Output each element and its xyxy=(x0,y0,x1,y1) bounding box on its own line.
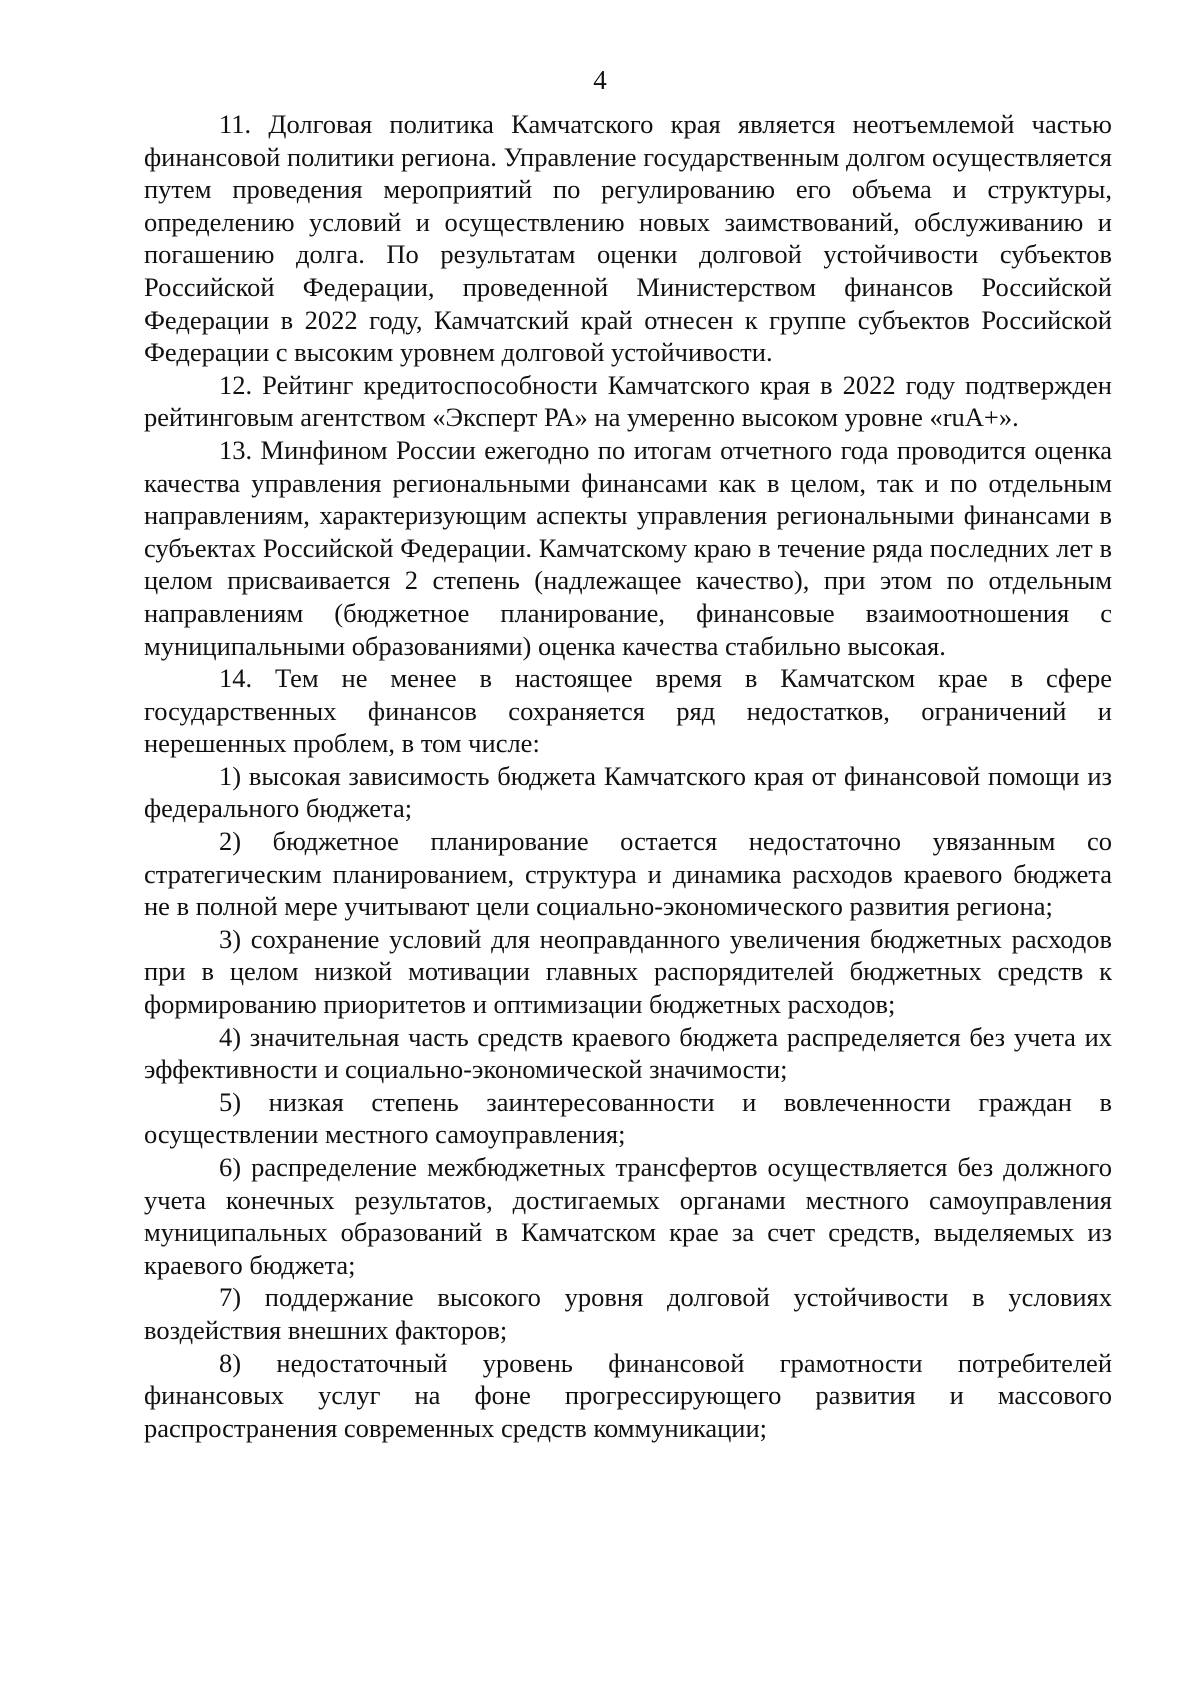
paragraph-14-problems-intro: 14. Тем не менее в настоящее время в Камчатском крае в сфере государственных финансов сохраняется ряд недостатков, ограничений и нерешенных проблем, в том числе: xyxy=(144,663,1112,759)
page-number: 4 xyxy=(593,65,607,95)
paragraph-12-credit-rating: 12. Рейтинг кредитоспособности Камчатского края в 2022 году подтвержден рейтинговым агентством «Эксперт РА» на умеренно высоком уровне «ruA+». xyxy=(144,369,1112,433)
list-item-5: 5) низкая степень заинтересованности и вовлеченности граждан в осуществлении местного самоуправления; xyxy=(144,1086,1112,1150)
paragraph-11-debt-policy: 11. Долговая политика Камчатского края является неотъемлемой частью финансовой политики региона. Управление государственным долгом осуществляется путем проведения мероприятий по регулированию его объема и структуры, определению условий и осуществлению новых заимствований, обслуживанию и погашению долга. По результатам оценки долговой устойчивости субъектов Российской Федерации, проведенной Министерством финансов Российской Федерации в 2022 году, Камчатский край отнесен к группе субъектов Российской Федерации с высоким уровнем долговой устойчивости. xyxy=(144,109,1112,368)
list-item-3: 3) сохранение условий для неоправданного увеличения бюджетных расходов при в целом низкой мотивации главных распорядителей бюджетных средств к формированию приоритетов и оптимизации бюджетных расходов; xyxy=(144,923,1112,1020)
list-item-7: 7) поддержание высокого уровня долговой устойчивости в условиях воздействия внешних факторов; xyxy=(144,1282,1112,1345)
document-body xyxy=(144,108,1112,1444)
list-item-1: 1) высокая зависимость бюджета Камчатского края от финансовой помощи из федерального бюджета; xyxy=(144,760,1112,824)
list-item-4: 4) значительная часть средств краевого бюджета распределяется без учета их эффективности и социально-экономической значимости; xyxy=(144,1021,1112,1085)
list-item-2: 2) бюджетное планирование остается недостаточно увязанным со стратегическим планированием, структура и динамика расходов краевого бюджета не в полной мере учитывают цели социально-экономического развития региона; xyxy=(144,826,1112,922)
list-item-8: 8) недостаточный уровень финансовой грамотности потребителей финансовых услуг на фоне прогрессирующего развития и массового распространения современных средств коммуникации; xyxy=(144,1347,1112,1443)
list-item-6: 6) распределение межбюджетных трансфертов осуществляется без должного учета конечных результатов, достигаемых органами местного самоуправления муниципальных образований в Камчатском крае за счет средств, выделяемых из краевого бюджета; xyxy=(144,1152,1112,1280)
paragraph-13-quality-assessment: 13. Минфином России ежегодно по итогам отчетного года проводится оценка качества управления региональными финансами как в целом, так и по отдельным направлениям, характеризующим аспекты управления региональными финансами в субъектах Российской Федерации. Камчатскому краю в течение ряда последних лет в целом присваивается 2 степень (надлежащее качество), при этом по отдельным направлениям (бюджетное планирование, финансовые взаимоотношения с муниципальными образованиями) оценка качества стабильно высокая. xyxy=(144,434,1112,661)
